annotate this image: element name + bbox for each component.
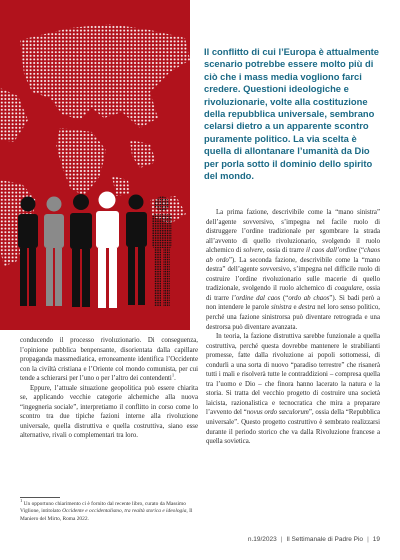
left-column <box>20 336 198 441</box>
footnote: $^1$ Un opportuno chiarimento ci è fornito dal recente libro, curato da Massimo Viglione, intitolato Occidente e occidentalismo, tra realtà storica e ideologia, Il Maniero del Mirto, Roma 2022. <box>20 498 193 522</box>
issue-number: n.19/2023 <box>247 536 277 543</box>
human-figures-icon <box>0 0 190 330</box>
page-number: 19 <box>372 536 380 543</box>
separator: | <box>280 536 283 543</box>
page-footer <box>248 536 380 543</box>
footnote-divider <box>20 497 60 498</box>
magazine-title: Il Settimanale di Padre Pio <box>286 536 364 543</box>
right-column <box>206 208 380 447</box>
pull-quote: Il conflitto di cui l’Europa è attualmente scenario potrebbe essere molto più di ciò che i mass media vogliono farci credere. Questioni ideologiche e rivoluzionarie, volte alla costituzione della repubblica universale, sembrano celarsi dietro a un apparente scontro puramente politico. La via scelta è quella di allontanare l’umanità da Dio per porla sotto il dominio dello spirito del mondo. <box>204 46 380 182</box>
hero-illustration <box>0 0 190 330</box>
figure-group <box>18 192 172 309</box>
footnote-marker[interactable]: 1 <box>171 372 175 378</box>
paragraph: Eppure, l’attuale situazione geopolitica può essere chiarita se, applicando vecchie categorie alchemiche alla nuova “ingegneria sociale”, interpretiamo il conflitto in corso come lo scontro tra due tipiche fazioni interne alla rivoluzione universale, quella distruttiva e quella costruttiva, siano esse alternative, rivali o complementari tra loro. <box>20 384 198 440</box>
paragraph: La prima fazione, descrivibile come la “mano sinistra” dell’agente sovversivo, s’impegna nel facile ruolo di distruggere l’ordine tradizionale per sgombrare la strada all’avvento di quello rivoluzionario, svolgendo il ruolo alchemico di solvere, ossia di trarre il caos dall’ordine (“chaos ab ordo”). La seconda fazione, descrivibile come la “mano destra” dell’agente sovversivo, s’impegna nel difficile ruolo di costruire l’ordine rivoluzionario sulle macerie di quello tradizionale, svolgendo il ruolo alchemico di coagulare, ossia di trarre l’ordine dal caos (“ordo ab chaos”). Si badi però a non intendere le parole sinistra e destra nel loro senso politico, perché una fazione sinistrorsa può diventare retrograda e una destrorsa può diventare avanzata. <box>206 209 381 331</box>
separator: | <box>367 536 369 543</box>
paragraph: In teoria, la fazione distruttiva sarebbe funzionale a quella costruttiva, perché questa dovrebbe mantenere le strabilianti promesse, fatte dalla rivoluzione ai popoli sottomessi, di condurli a una sorta di nuovo “paradiso terrestre” che risanerà tutti i mali e risolverà tutte le contraddizioni – compresa quella tra l’uomo e Dio – che finora hanno lacerato la natura e la storia. Si tratta del vecchio progetto di costruire una società laicista, razionalistica e tecnocratica che mira a preparare l’avvento del “novus ordo sæculorum”, ossia della “Repubblica universale”. Questo progetto costruttivo è sembrato realizzarsi durante il periodo storico che va dalla Rivoluzione francese a quella sovietica. <box>206 333 381 446</box>
paragraph: conducendo il processo rivoluzionario. Di conseguenza, l’opinione pubblica benpensante, disorientata dalla capillare propaganda massmediatica, erroneamente identifica l’Occidente con la civiltà cristiana e l’Oriente col mondo comunista, per cui tende a schierarsi per l’uno o per l’altro dei contendenti$^1$. <box>20 337 198 383</box>
